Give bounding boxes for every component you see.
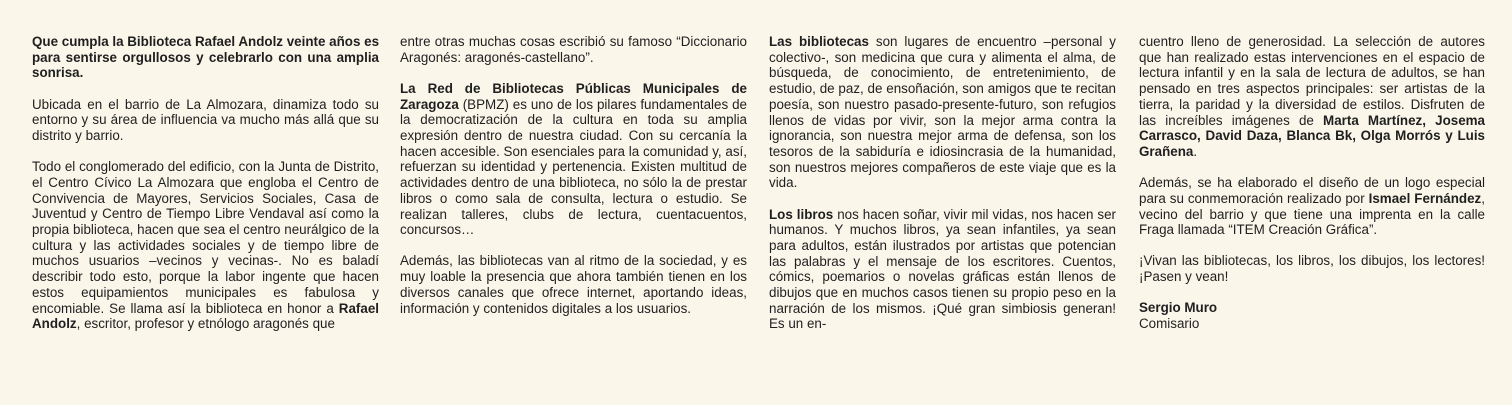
paragraph [400, 253, 747, 316]
body-text: nos hacen soñar, vivir mil vidas, nos hacen ser humanos. Y muchos libros, ya sean infantiles, ya sean para adultos, están ilustrados por artistas que potencian las palabras y el mensaje de los escritores. Cuentos, cómics, poemarios o novelas gráficas están llenos de dibujos que en muchos casos tienen su propio peso en la narración de los mismos. ¡Qué gran simbiosis generan! Es un en- [769, 206, 1116, 332]
paragraph [769, 34, 1116, 191]
paragraph [32, 159, 379, 332]
body-text: . [1193, 143, 1198, 159]
body-text: Todo el conglomerado del edificio, con la Junta de Distrito, el Centro Cívico La Almozara que engloba el Centro de Convivencia de Mayores, Servicios Sociales, Casa de Juventud y Centro de Tiempo Libre Vendaval así como la propia biblioteca, hacen que sea el centro neurálgico de la cultura y las actividades sociales y de tiempo libre de muchos usuarios –vecinos y vecinas-. No es baladí describir todo esto, porque la labor ingente que hacen estos equipamientos municipales es fabulosa y encomiable. Se llama así la biblioteca en honor a [32, 159, 379, 316]
column-4-paragraphs [1139, 34, 1485, 285]
body-text: , vecino del barrio y que tiene una imprenta en la calle Fraga llamada “ITEM Creación Gráfica”. [1139, 190, 1485, 238]
paragraph [1139, 175, 1485, 238]
bold-text: Rafael Andolz [32, 300, 379, 332]
paragraph [769, 207, 1116, 333]
body-text: Además, las bibliotecas van al ritmo de la sociedad, y es muy loable la presencia que ahora también tienen en los diversos canales que ofrece internet, aportando ideas, información y contenidos digitales a los usuarios. [400, 253, 747, 316]
body-text: entre otras muchas cosas escribió su famoso “Diccionario Aragonés: aragonés-castellano”. [400, 34, 747, 65]
text-column-4 [1139, 34, 1485, 332]
body-text: Ubicada en el barrio de La Almozara, dinamiza todo su entorno y su área de influencia va mucho más allá que su distrito y barrio. [32, 96, 379, 144]
body-text: Además, se ha elaborado el diseño de un logo especial para su conmemoración realizado por [1139, 175, 1485, 206]
paragraph [1139, 253, 1485, 284]
paragraph [400, 34, 747, 65]
bold-text: Marta Martínez, Josema Carrasco, David Daza, Blanca Bk, Olga Morrós y Luis Grañena [1139, 112, 1486, 159]
paragraph [32, 97, 379, 144]
signature [1139, 300, 1485, 331]
text-column-3 [769, 34, 1116, 348]
body-text: ¡Vivan las bibliotecas, los libros, los dibujos, los lectores! ¡Pasen y vean! [1139, 253, 1485, 285]
bold-text: Las bibliotecas [769, 34, 869, 49]
paragraph [32, 34, 379, 81]
body-text: son lugares de encuentro –personal y colectivo-, son medicina que cura y alimenta el alma, de búsqueda, de conocimiento, de entretenimiento, de estudio, de paz, de ensoñación, son amigos que te recitan poesía, son nuestro pasado-presente-futuro, son refugios llenos de vidas por vivir, son la mejor arma contra la ignorancia, son nuestra mejor arma de defensa, son los tesoros de la sabiduría e idiosincrasia de la humanidad, son nuestros mejores compañeros de este viaje que es la vida. [769, 34, 1116, 191]
bold-text: Que cumpla la Biblioteca Rafael Andolz veinte años es para sentirse orgullosos y celebrarlo con una amplia sonrisa. [32, 34, 380, 81]
body-text: cuentro lleno de generosidad. La selección de autores que han realizado estas intervenciones en el espacio de lectura infantil y en la sala de lectura de adultos, se han pensado en tres aspectos principales: ser artistas de la tierra, la paridad y la diversidad de estilos. Disfruten de las increíbles imágenes de [1139, 34, 1485, 128]
paragraph [1139, 34, 1485, 160]
text-column-1 [32, 34, 379, 347]
signature-name: Sergio Muro [1139, 300, 1218, 316]
text-column-2 [400, 34, 747, 332]
bold-text: Los libros [769, 206, 834, 222]
bold-text: La Red de Bibliotecas Públicas Municipales de Zaragoza [400, 80, 747, 112]
paragraph [400, 81, 747, 238]
body-text: (BPMZ) es uno de los pilares fundamentales de la democratización de la cultura en toda su amplia expresión dentro de nuestra ciudad. Con su cercanía la hacen accesible. Son esenciales para la comunidad y, así, refuerzan su identidad y pertenencia. Existen multitud de actividades dentro de una biblioteca, no sólo la de prestar libros o como sala de consulta, lectura o estudio. Se realizan talleres, clubs de lectura, cuentacuentos, concursos… [400, 96, 747, 238]
bold-text: Ismael Fernández [1368, 190, 1482, 206]
signature-role: Comisario [1139, 316, 1200, 332]
body-text: , escritor, profesor y etnólogo aragonés que [76, 316, 335, 332]
